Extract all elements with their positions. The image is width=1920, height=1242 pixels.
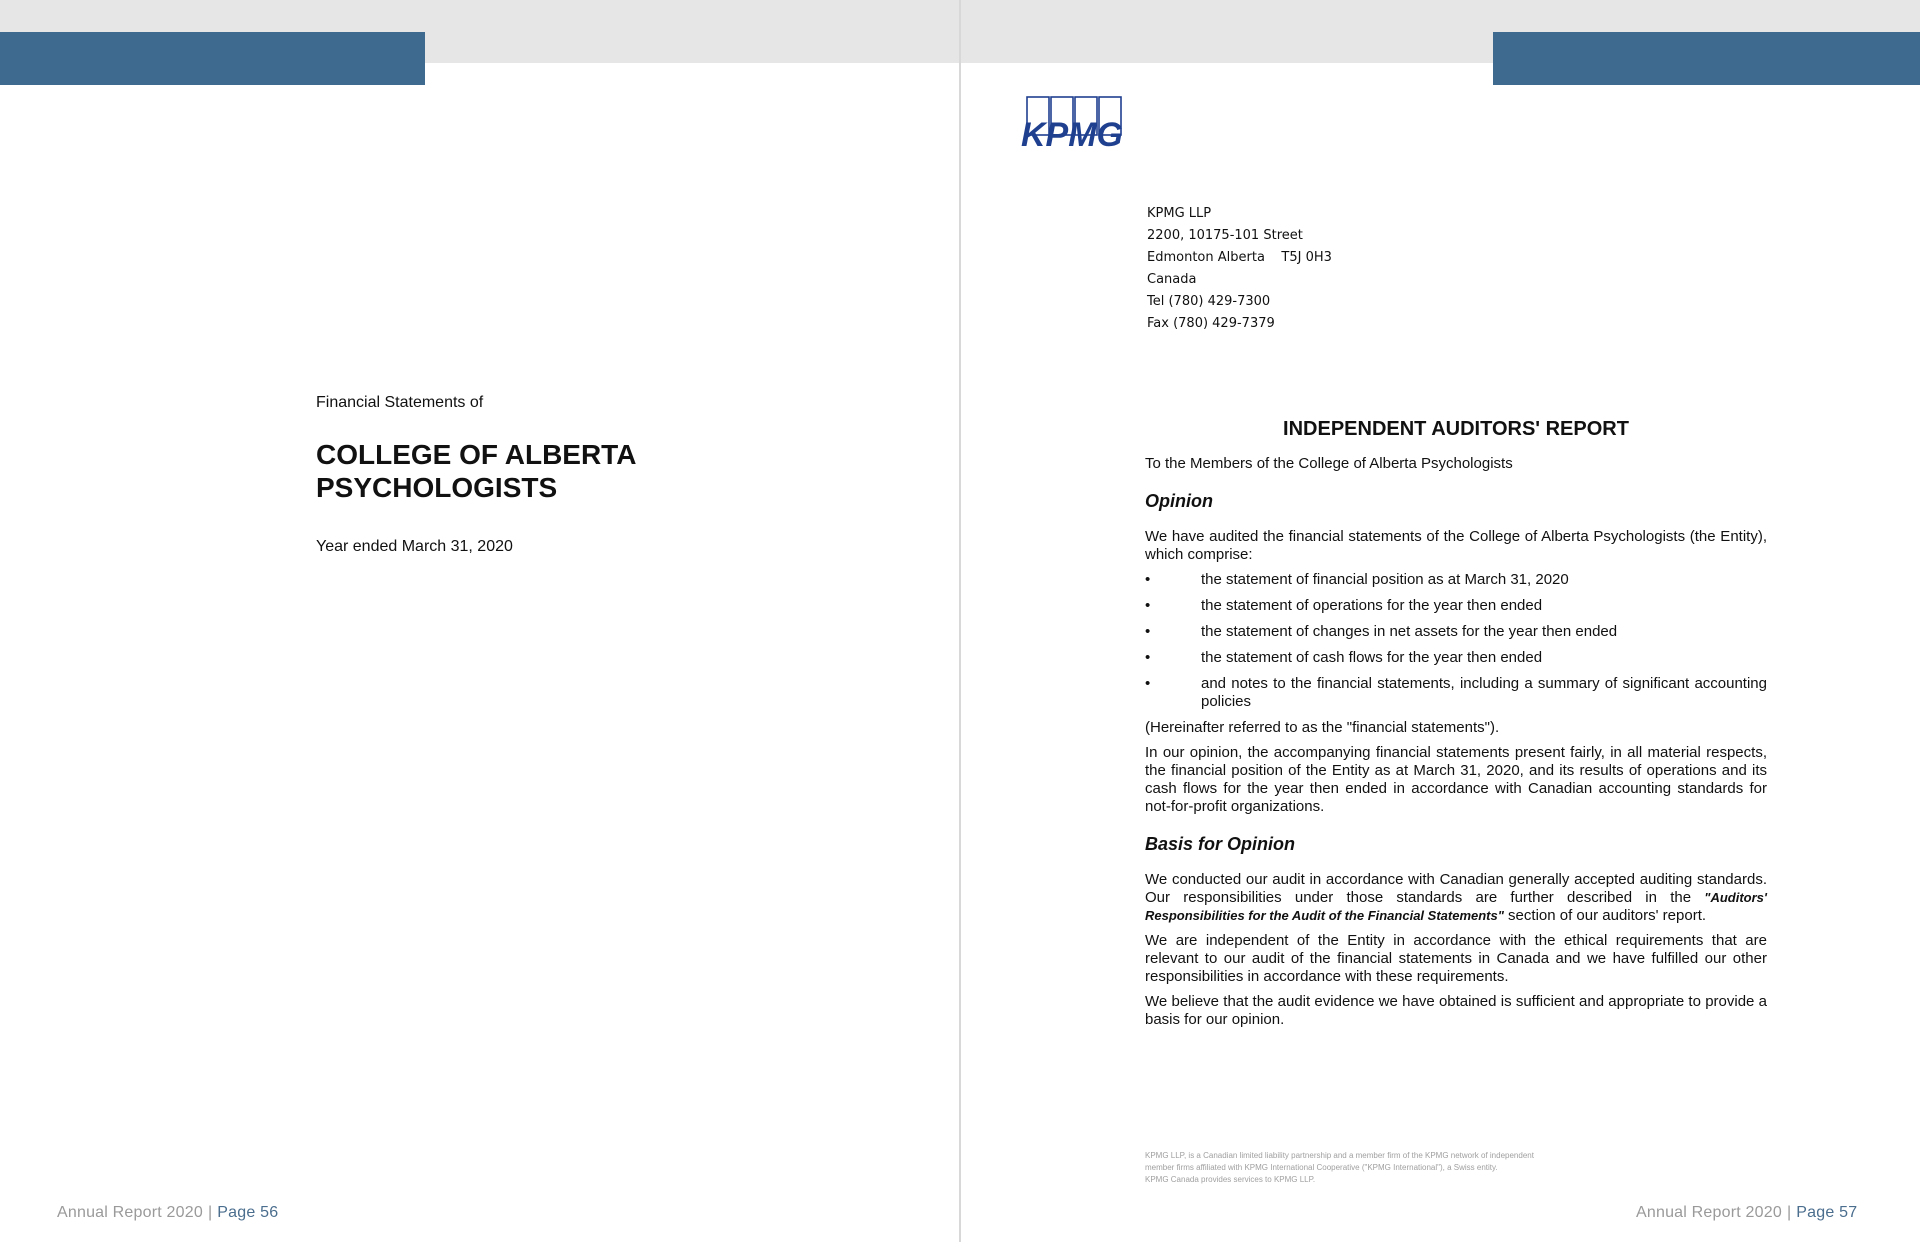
address-line: Canada xyxy=(1147,272,1197,287)
bullet-icon: • xyxy=(1145,571,1151,588)
footer-page-number: Page 57 xyxy=(1796,1204,1858,1221)
list-item-text: the statement of changes in net assets for the year then ended xyxy=(1201,623,1618,640)
list-item xyxy=(1145,597,1767,615)
cover-year: Year ended March 31, 2020 xyxy=(316,538,513,555)
opinion-paragraph: In our opinion, the accompanying financial statements present fairly, in all material respects, the financial position of the Entity as at March 31, 2020, and its results of operations and its cash flows for the year then ended in accordance with Canadian accounting standards for not-for-profit organizations. xyxy=(1145,744,1767,815)
page-footer-left xyxy=(57,1204,278,1222)
left-page xyxy=(0,0,959,1242)
basis-paragraph-1 xyxy=(1145,871,1767,925)
list-item-text: the statement of financial position as at March 31, 2020 xyxy=(1201,571,1569,588)
fine-print-line: KPMG Canada provides services to KPMG LLP. xyxy=(1145,1175,1316,1184)
page-footer-right xyxy=(1636,1204,1857,1222)
hereinafter-text: (Hereinafter referred to as the "financial statements"). xyxy=(1145,719,1500,736)
cover-subtitle: Financial Statements of xyxy=(316,394,484,411)
list-item-text: the statement of cash flows for the year then ended xyxy=(1201,649,1543,666)
kpmg-address xyxy=(1147,203,1332,335)
basis-paragraph-2: We are independent of the Entity in accordance with the ethical requirements that are relevant to our audit of the financial statements in Canada and we have fulfilled our other responsibilities in accordance with these requirements. xyxy=(1145,932,1767,985)
fine-print-line: KPMG LLP, is a Canadian limited liability partnership and a member firm of the KPMG network of independent xyxy=(1145,1151,1534,1160)
footer-separator: | xyxy=(1786,1204,1792,1221)
kpmg-legal-fine-print xyxy=(1145,1150,1615,1186)
basis-text-start: We conducted our audit in accordance with Canadian generally accepted auditing standards. Our responsibilities under those standards are further described in the xyxy=(1145,871,1767,906)
report-title: INDEPENDENT AUDITORS' REPORT xyxy=(1283,418,1629,440)
bullet-icon: • xyxy=(1145,675,1151,692)
list-item xyxy=(1145,675,1767,711)
basis-heading: Basis for Opinion xyxy=(1145,834,1296,854)
cover-title: COLLEGE OF ALBERTA PSYCHOLOGISTS xyxy=(316,439,637,503)
list-item xyxy=(1145,623,1767,641)
address-line: KPMG LLP xyxy=(1147,206,1212,221)
fine-print-line: member firms affiliated with KPMG International Cooperative ("KPMG International"), a Swiss entity. xyxy=(1145,1163,1498,1172)
bullet-icon: • xyxy=(1145,623,1151,640)
list-item-text: and notes to the financial statements, including a summary of significant accounting policies xyxy=(1201,675,1767,710)
header-blue-bar xyxy=(0,32,425,85)
cover-block xyxy=(316,394,876,556)
auditors-report xyxy=(1145,420,1767,1036)
list-item xyxy=(1145,649,1767,667)
address-line: Edmonton Alberta T5J 0H3 xyxy=(1147,250,1332,265)
address-line: Tel (780) 429-7300 xyxy=(1147,294,1271,309)
opinion-intro: We have audited the financial statements of the College of Alberta Psychologists (the Entity), which comprise: xyxy=(1145,528,1767,563)
report-addressee: To the Members of the College of Alberta Psychologists xyxy=(1145,455,1513,472)
bullet-icon: • xyxy=(1145,597,1151,614)
list-item-text: the statement of operations for the year then ended xyxy=(1201,597,1543,614)
footer-page-number: Page 56 xyxy=(217,1204,279,1221)
bullet-icon: • xyxy=(1145,649,1151,666)
footer-report-name: Annual Report 2020 xyxy=(1636,1204,1782,1221)
basis-paragraph-3: We believe that the audit evidence we have obtained is sufficient and appropriate to provide a basis for our opinion. xyxy=(1145,993,1767,1028)
footer-separator: | xyxy=(207,1204,213,1221)
right-page xyxy=(961,0,1920,1242)
statements-list xyxy=(1145,571,1767,711)
basis-text-end: section of our auditors' report. xyxy=(1503,907,1707,924)
responsibilities-section-reference: "Auditors' Responsibilities for the Audit of the Financial Statements" xyxy=(1145,890,1767,923)
list-item xyxy=(1145,571,1767,589)
header-blue-bar xyxy=(1493,32,1920,85)
address-line: Fax (780) 429-7379 xyxy=(1147,316,1275,331)
footer-report-name: Annual Report 2020 xyxy=(57,1204,203,1221)
svg-text:KPMG: KPMG xyxy=(1021,116,1123,152)
kpmg-logo xyxy=(1019,96,1145,152)
opinion-heading: Opinion xyxy=(1145,491,1213,511)
address-line: 2200, 10175-101 Street xyxy=(1147,228,1303,243)
